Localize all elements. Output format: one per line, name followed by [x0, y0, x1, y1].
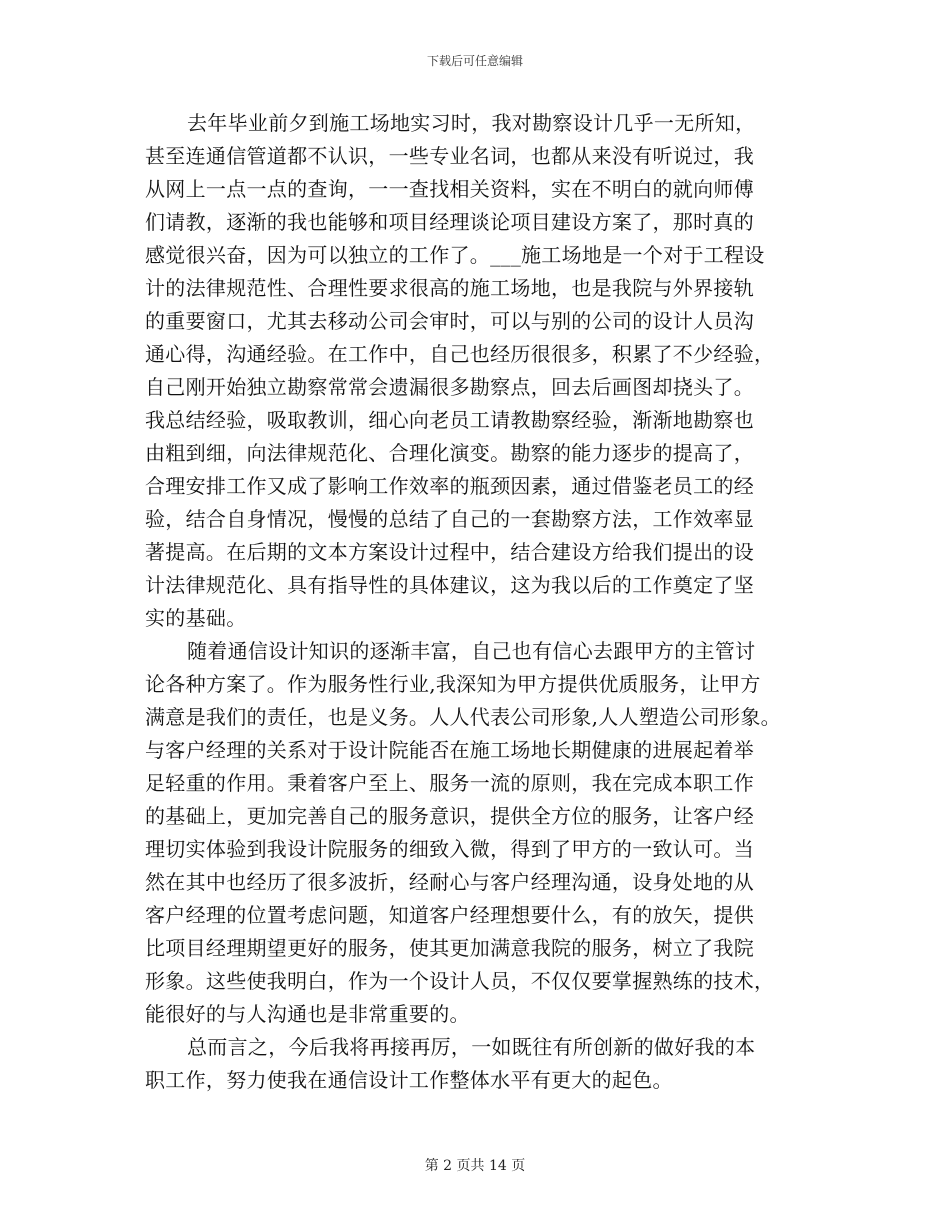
document-body — [145, 107, 825, 1097]
text-line: 与客户经理的关系对于设计院能否在施工场地长期健康的进展起着举 — [145, 738, 754, 762]
text-line: 总而言之，今后我将再接再厉，一如既往有所创新的做好我的本 — [187, 1035, 756, 1059]
text-line: 合理安排工作又成了影响工作效率的瓶颈因素，通过借鉴老员工的经 — [145, 474, 754, 498]
text-line: 论各种方案了。作为服务性行业,我深知为甲方提供优质服务，让甲方 — [145, 672, 761, 696]
text-line: 满意是我们的责任，也是义务。人人代表公司形象,人人塑造公司形象。 — [145, 705, 781, 729]
header-note: 下载后可任意编辑 — [426, 54, 523, 68]
text-line: 实的基础。 — [145, 606, 247, 630]
text-line: 自己刚开始独立勘察常常会遗漏很多勘察点，回去后画图却挠头了。 — [145, 375, 754, 399]
text-line: 职工作，努力使我在通信设计工作整体水平有更大的起色。 — [145, 1068, 673, 1092]
text-line: 我总结经验，吸取教训，细心向老员工请教勘察经验，渐渐地勘察也 — [145, 408, 754, 432]
text-line: 通心得，沟通经验。在工作中，自己也经历很很多，积累了不少经验， — [145, 342, 775, 366]
text-line: 计法律规范化、具有指导性的具体建议，这为我以后的工作奠定了坚 — [145, 573, 754, 597]
text-line: 去年毕业前夕到施工场地实习时，我对勘察设计几乎一无所知， — [187, 111, 756, 135]
text-line: 客户经理的位置考虑问题，知道客户经理想要什么，有的放矢，提供 — [145, 903, 754, 927]
page-number: 第 2 页共 14 页 — [424, 1158, 526, 1174]
text-line: 甚至连通信管道都不认识，一些专业名词，也都从来没有听说过，我 — [145, 144, 754, 168]
text-line: 理切实体验到我设计院服务的细致入微，得到了甲方的一致认可。当 — [145, 837, 754, 861]
text-line: 然在其中也经历了很多波折，经耐心与客户经理沟通，设身处地的从 — [145, 870, 754, 894]
text-line: 们请教，逐渐的我也能够和项目经理谈论项目建设方案了，那时真的 — [145, 210, 754, 234]
text-line: 随着通信设计知识的逐渐丰富，自己也有信心去跟甲方的主管讨 — [187, 639, 756, 663]
text-line: 由粗到细，向法律规范化、合理化演变。勘察的能力逐步的提高了， — [145, 441, 754, 465]
text-line: 著提高。在后期的文本方案设计过程中，结合建设方给我们提出的设 — [145, 540, 754, 564]
text-line: 感觉很兴奋，因为可以独立的工作了。___施工场地是一个对于工程设 — [145, 243, 765, 267]
text-line: 的重要窗口，尤其去移动公司会审时，可以与别的公司的设计人员沟 — [145, 309, 754, 333]
page-footer — [0, 1155, 950, 1175]
text-line: 计的法律规范性、合理性要求很高的施工场地，也是我院与外界接轨 — [145, 276, 754, 300]
text-line: 足轻重的作用。秉着客户至上、服务一流的原则，我在完成本职工作 — [145, 771, 754, 795]
text-line: 比项目经理期望更好的服务，使其更加满意我院的服务，树立了我院 — [145, 936, 754, 960]
text-line: 形象。这些使我明白，作为一个设计人员，不仅仅要掌握熟练的技术， — [145, 969, 775, 993]
text-line: 验，结合自身情况，慢慢的总结了自己的一套勘察方法，工作效率显 — [145, 507, 754, 531]
text-line: 的基础上，更加完善自己的服务意识，提供全方位的服务，让客户经 — [145, 804, 754, 828]
text-line: 能很好的与人沟通也是非常重要的。 — [145, 1002, 470, 1026]
page-header — [0, 52, 950, 69]
text-line: 从网上一点一点的查询，一一查找相关资料，实在不明白的就向师傅 — [145, 177, 754, 201]
